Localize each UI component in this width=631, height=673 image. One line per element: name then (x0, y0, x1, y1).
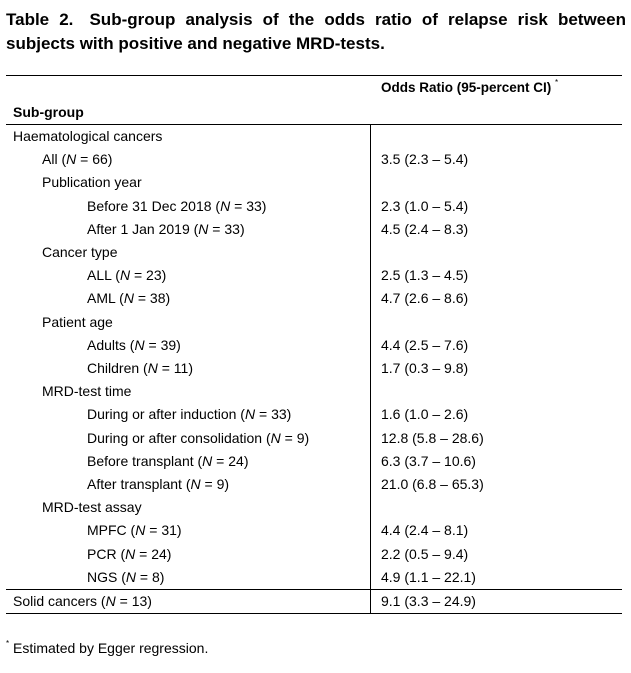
header-odds-ratio (381, 80, 558, 95)
row-label: NGS (N = 8) (87, 569, 165, 585)
row-label: Adults (N = 39) (87, 337, 181, 353)
row-label: AML (N = 38) (87, 290, 171, 306)
top-rule (6, 75, 622, 76)
table-row (0, 566, 631, 589)
row-value: 1.7 (0.3 – 9.8) (381, 360, 469, 376)
row-label: PCR (N = 24) (87, 546, 172, 562)
row-label: Cancer type (42, 244, 118, 260)
table-row (0, 496, 631, 519)
row-value: 2.2 (0.5 – 9.4) (381, 546, 469, 562)
footnote-text: Estimated by Egger regression. (13, 640, 209, 656)
header-odds-ratio-text: Odds Ratio (95-percent CI) (381, 80, 552, 95)
row-label: Before 31 Dec 2018 (N = 33) (87, 198, 267, 214)
row-label: Children (N = 11) (87, 360, 194, 376)
row-label: All (N = 66) (42, 151, 113, 167)
row-value: 2.5 (1.3 – 4.5) (381, 267, 469, 283)
row-label: MRD-test time (42, 383, 132, 399)
bottom-rule (6, 613, 622, 614)
row-label: MPFC (N = 31) (87, 522, 182, 538)
table-row (0, 543, 631, 566)
table-row (0, 334, 631, 357)
row-value: 9.1 (3.3 – 24.9) (381, 593, 476, 609)
row-label: Solid cancers (N = 13) (13, 593, 152, 609)
row-value: 6.3 (3.7 – 10.6) (381, 453, 476, 469)
table-row (0, 241, 631, 264)
table-row (0, 148, 631, 171)
table-row (0, 519, 631, 542)
row-value: 12.8 (5.8 – 28.6) (381, 430, 484, 446)
row-label: MRD-test assay (42, 499, 142, 515)
row-label: Publication year (42, 174, 142, 190)
row-value: 1.6 (1.0 – 2.6) (381, 406, 469, 422)
row-value: 4.9 (1.1 – 22.1) (381, 569, 476, 585)
row-value: 4.5 (2.4 – 8.3) (381, 221, 469, 237)
table-row (0, 264, 631, 287)
row-label: After transplant (N = 9) (87, 476, 230, 492)
table-row (0, 357, 631, 380)
row-label: Patient age (42, 314, 113, 330)
table-row (0, 171, 631, 194)
row-label: After 1 Jan 2019 (N = 33) (87, 221, 245, 237)
table-row (0, 403, 631, 426)
row-label: ALL (N = 23) (87, 267, 167, 283)
row-value: 4.4 (2.5 – 7.6) (381, 337, 469, 353)
row-value: 2.3 (1.0 – 5.4) (381, 198, 469, 214)
table-row (0, 427, 631, 450)
table-footnote (6, 640, 208, 656)
header-footnote-mark: * (555, 78, 559, 87)
table-title: Sub-group analysis of the odds ratio of relapse risk between subjects with positive and negative MRD-tests. (6, 10, 626, 53)
table-row (0, 590, 631, 613)
row-value: 4.7 (2.6 – 8.6) (381, 290, 469, 306)
table-row (0, 195, 631, 218)
table-row (0, 380, 631, 403)
table-row (0, 473, 631, 496)
table-row (0, 218, 631, 241)
header-subgroup: Sub-group (13, 104, 84, 120)
row-value: 21.0 (6.8 – 65.3) (381, 476, 484, 492)
table-row (0, 311, 631, 334)
row-label: During or after consolidation (N = 9) (87, 430, 310, 446)
row-value: 3.5 (2.3 – 5.4) (381, 151, 469, 167)
table-caption (6, 8, 626, 56)
table-row (0, 450, 631, 473)
footnote-mark: * (6, 639, 10, 648)
table-label: Table 2. (6, 10, 74, 29)
table-row (0, 125, 631, 148)
table-row (0, 287, 631, 310)
row-label: During or after induction (N = 33) (87, 406, 292, 422)
row-label: Before transplant (N = 24) (87, 453, 249, 469)
row-label: Haematological cancers (13, 128, 163, 144)
row-value: 4.4 (2.4 – 8.1) (381, 522, 469, 538)
